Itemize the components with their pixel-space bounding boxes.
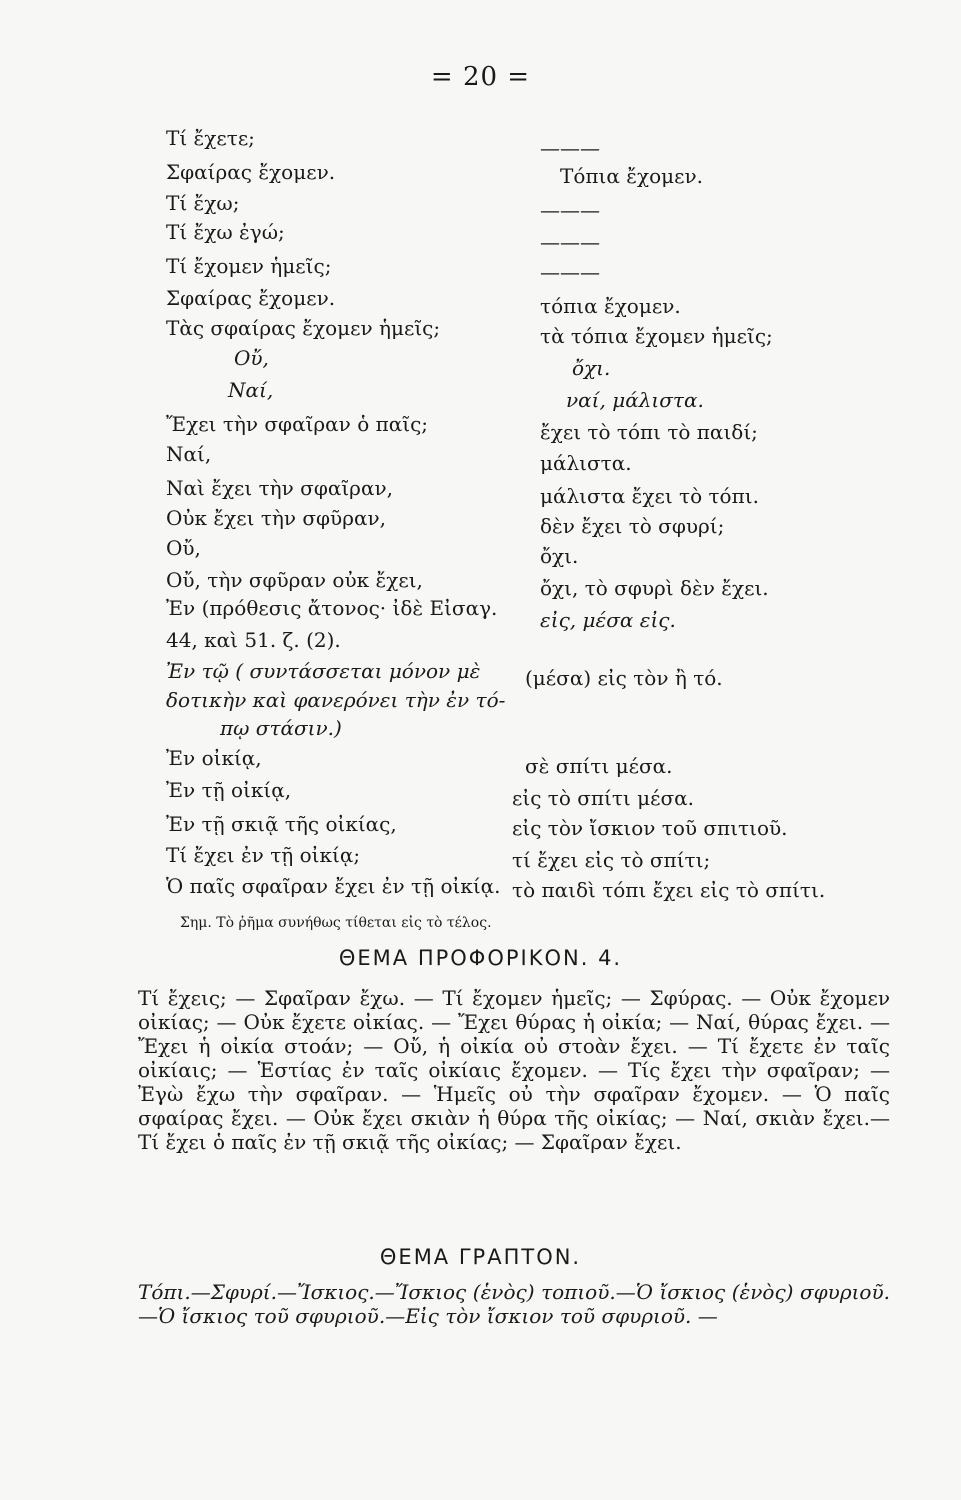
page-number: = 20 = xyxy=(430,62,531,92)
left-line: Τὰς σφαίρας ἔχομεν ἡμεῖς; xyxy=(166,316,441,340)
right-line: ——— xyxy=(540,136,600,160)
right-line: ὄχι, τὸ σφυρὶ δὲν ἔχει. xyxy=(540,576,769,600)
right-line: ——— xyxy=(540,230,600,254)
right-line: τὰ τόπια ἔχομεν ἡμεῖς; xyxy=(540,324,773,348)
right-line: σὲ σπίτι μέσα. xyxy=(525,754,673,778)
written-heading: ΘΕΜΑ ΓΡΑΠΤΟΝ. xyxy=(379,1245,582,1269)
left-line: Σφαίρας ἔχομεν. xyxy=(166,160,336,184)
right-line: ὄχι. xyxy=(540,544,579,568)
right-line: τί ἔχει εἰς τὸ σπίτι; xyxy=(512,848,711,872)
left-line: Οὔ, xyxy=(166,536,201,560)
left-line: Τί ἔχει ἐν τῇ οἰκίᾳ; xyxy=(166,843,361,867)
left-line: Ναί, xyxy=(166,442,212,466)
left-line: Ναὶ ἔχει τὴν σφαῖραν, xyxy=(166,476,393,500)
left-line: Ἐν (πρόθεσις ἄτονος· ἰδὲ Εἰσαγ. xyxy=(166,596,498,620)
written-paragraph: Τόπι.—Σφυρί.—Ἴσκιος.—Ἴσκιος (ἑνὸς) τοπιοῦ.—Ὁ ἴσκιος (ἑνὸς) σφυριοῦ.—Ὁ ἴσκιος τοῦ σφυριοῦ.—Εἰς τὸν ἴσκιον τοῦ σφυριοῦ. — xyxy=(138,1280,890,1328)
left-line: 44, καὶ 51. ζ. (2). xyxy=(166,628,341,652)
right-line: ναί, μάλιστα. xyxy=(566,388,704,412)
right-line: ——— xyxy=(540,198,600,222)
right-line: εἰς τὸν ἴσκιον τοῦ σπιτιοῦ. xyxy=(512,816,788,840)
left-line: Σφαίρας ἔχομεν. xyxy=(166,286,336,310)
left-line: Τί ἔχετε; xyxy=(166,126,255,150)
left-line: Τί ἔχω; xyxy=(166,191,240,215)
right-line: δὲν ἔχει τὸ σφυρί; xyxy=(540,514,725,538)
right-line: τὸ παιδὶ τόπι ἔχει εἰς τὸ σπίτι. xyxy=(512,878,826,902)
left-line: Ναί, xyxy=(228,378,274,402)
left-line: Τί ἔχω ἐγώ; xyxy=(166,220,285,244)
right-line: ὄχι. xyxy=(572,356,611,380)
left-line: πῳ στάσιν.) xyxy=(220,716,342,740)
right-line: εἰς, μέσα εἰς. xyxy=(540,608,676,632)
left-line: Ἐν τῇ σκιᾷ τῆς οἰκίας, xyxy=(166,812,397,836)
left-line: Ἔχει τὴν σφαῖραν ὁ παῖς; xyxy=(166,412,429,436)
left-line: Οὔ, τὴν σφῦραν οὐκ ἔχει, xyxy=(166,568,423,592)
right-line: (μέσα) εἰς τὸν ἢ τό. xyxy=(525,666,723,690)
right-line: Τόπια ἔχομεν. xyxy=(560,164,703,188)
left-line: δοτικὴν καὶ φανερόνει τὴν ἐν τό- xyxy=(166,688,506,712)
left-line: Τί ἔχομεν ἡμεῖς; xyxy=(166,254,332,278)
right-line: ——— xyxy=(540,260,600,284)
right-line: εἰς τὸ σπίτι μέσα. xyxy=(512,786,695,810)
left-line: Ἐν οἰκίᾳ, xyxy=(166,746,262,770)
oral-exercise-text xyxy=(138,986,890,1154)
oral-heading: ΘΕΜΑ ΠΡΟΦΟΡΙΚΟΝ. 4. xyxy=(338,946,623,970)
left-line: Ἐν τῷ ( συντάσσεται μόνον μὲ xyxy=(166,659,481,683)
oral-paragraph: Τί ἔχεις; — Σφαῖραν ἔχω. — Τί ἔχομεν ἡμεῖς; — Σφύρας. — Οὐκ ἔχομεν οἰκίας; — Οὐκ ἔχετε οἰκίας. — Ἔχει θύρας ἡ οἰκία; — Ναί, θύρας ἔχει. — Ἔχει ἡ οἰκία στοάν; — Οὔ, ἡ οἰκία οὐ στοὰν ἔχει. — Τί ἔχετε ἐν ταῖς οἰκίαις; — Ἑστίας ἐν ταῖς οἰκίαις ἔχομεν. — Τίς ἔχει τὴν σφαῖραν; — Ἐγὼ ἔχω τὴν σφαῖραν. — Ἡμεῖς οὐ τὴν σφαῖραν ἔχομεν. — Ὁ παῖς σφαίρας ἔχει. — Οὐκ ἔχει σκιὰν ἡ θύρα τῆς οἰκίας; — Ναί, σκιὰν ἔχει.— Τί ἔχει ὁ παῖς ἐν τῇ σκιᾷ τῆς οἰκίας; — Σφαῖραν ἔχει. xyxy=(138,986,890,1154)
left-line: Ὁ παῖς σφαῖραν ἔχει ἐν τῇ οἰκίᾳ. xyxy=(166,874,501,898)
written-exercise-text xyxy=(138,1280,890,1328)
note: Σημ. Τὸ ῥῆμα συνήθως τίθεται εἰς τὸ τέλος. xyxy=(180,915,492,931)
right-line: ἔχει τὸ τόπι τὸ παιδί; xyxy=(540,420,758,444)
right-line: μάλιστα ἔχει τὸ τόπι. xyxy=(540,484,759,508)
left-line: Οὔ, xyxy=(234,346,269,370)
right-line: τόπια ἔχομεν. xyxy=(540,294,681,318)
left-line: Ἐν τῇ οἰκίᾳ, xyxy=(166,778,292,802)
right-line: μάλιστα. xyxy=(540,451,632,475)
left-line: Οὐκ ἔχει τὴν σφῦραν, xyxy=(166,506,386,530)
